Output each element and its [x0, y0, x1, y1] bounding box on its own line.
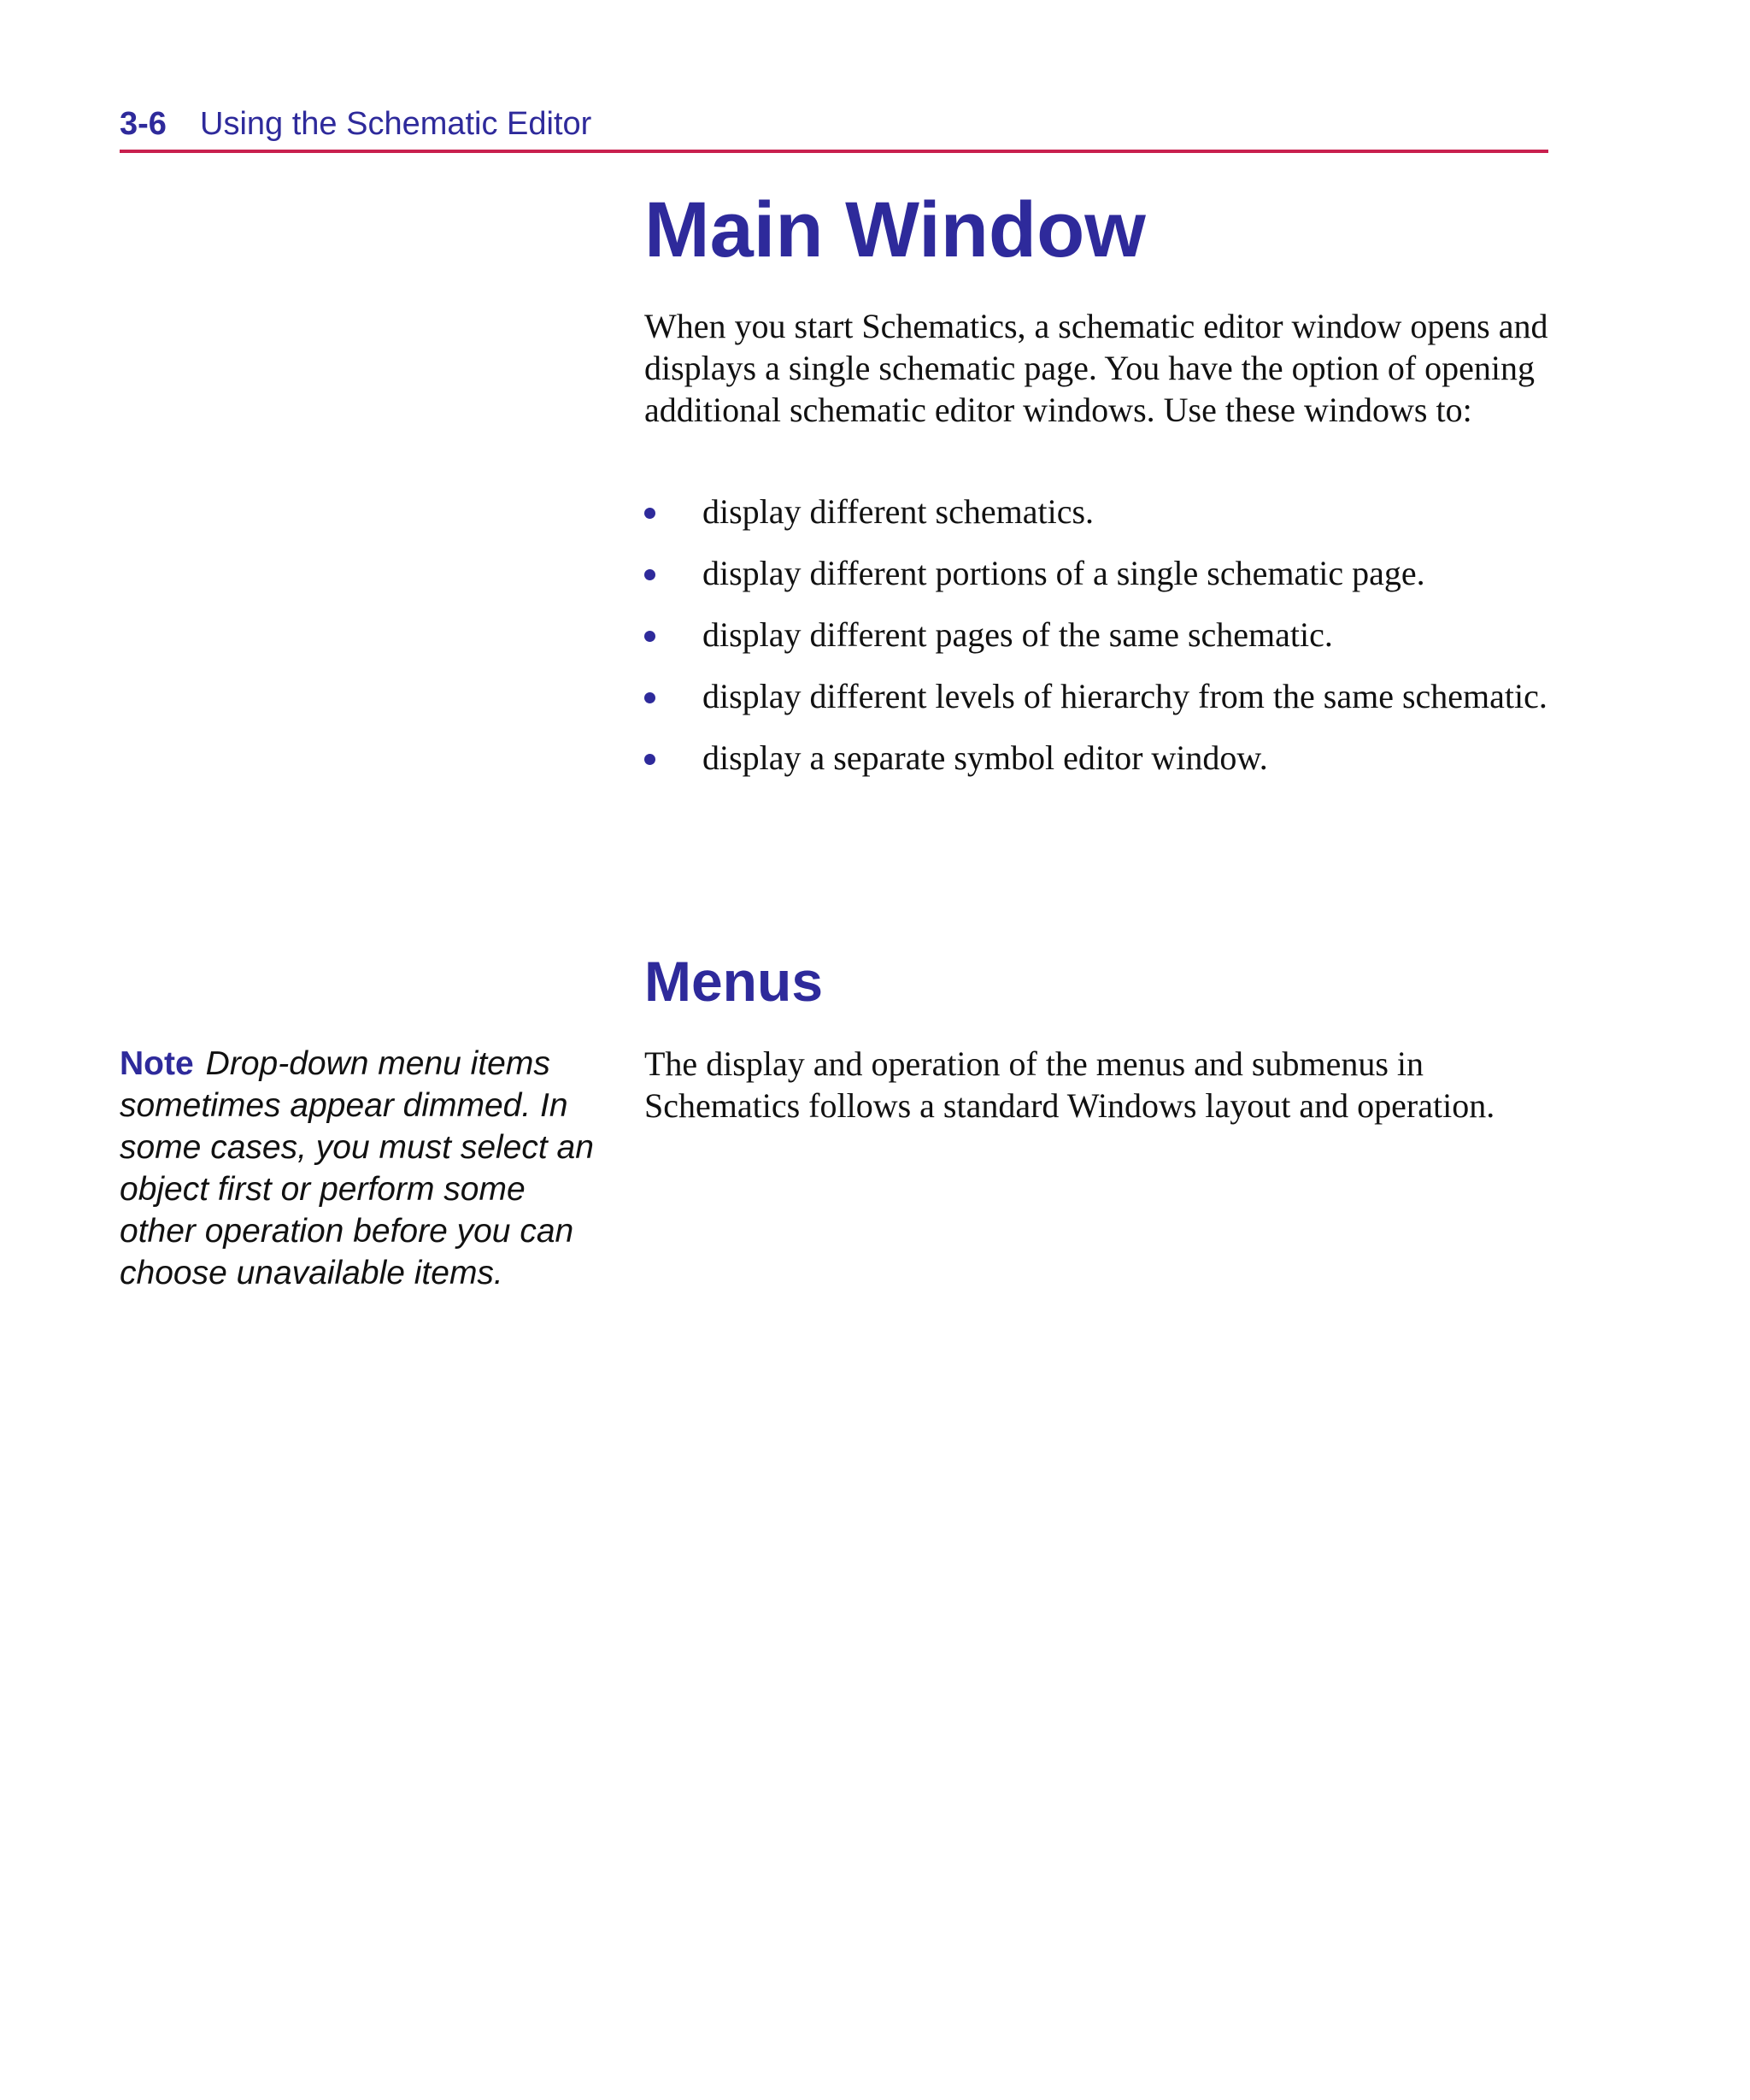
window-uses-list — [644, 491, 1550, 798]
main-window-intro: When you start Schematics, a schematic editor window opens and displays a single schematic page. You have the option of opening additional schematic editor windows. Use these windows to: — [644, 307, 1548, 429]
list-item-text: display different levels of hierarchy from the same schematic. — [702, 677, 1547, 715]
bullet-icon — [644, 754, 655, 765]
main-window-heading: Main Window — [644, 186, 1146, 274]
sidebar-note — [120, 1043, 598, 1294]
menus-heading: Menus — [644, 950, 824, 1013]
header-divider — [120, 150, 1548, 153]
list-item-text: display different pages of the same schematic. — [702, 615, 1333, 654]
bullet-icon — [644, 569, 655, 580]
page-number: 3-6 — [120, 106, 167, 142]
list-item — [644, 614, 1550, 656]
bullet-icon — [644, 508, 655, 519]
chapter-title: Using the Schematic Editor — [200, 106, 592, 142]
bullet-icon — [644, 631, 655, 642]
list-item — [644, 552, 1550, 594]
list-item — [644, 737, 1550, 779]
note-text: Drop-down menu items sometimes appear dimmed. In some cases, you must select an object first or perform some other operation before you can choose unavailable items. — [120, 1045, 594, 1291]
menus-paragraph: The display and operation of the menus and submenus in Schematics follows a standard Windows layout and operation. — [644, 1044, 1495, 1125]
list-item — [644, 491, 1550, 532]
list-item — [644, 675, 1550, 717]
bullet-icon — [644, 692, 655, 703]
list-item-text: display different schematics. — [702, 492, 1095, 531]
list-item-text: display different portions of a single schematic page. — [702, 554, 1425, 592]
page-header — [120, 106, 1548, 152]
note-label: Note — [120, 1045, 194, 1082]
list-item-text: display a separate symbol editor window. — [702, 738, 1268, 777]
